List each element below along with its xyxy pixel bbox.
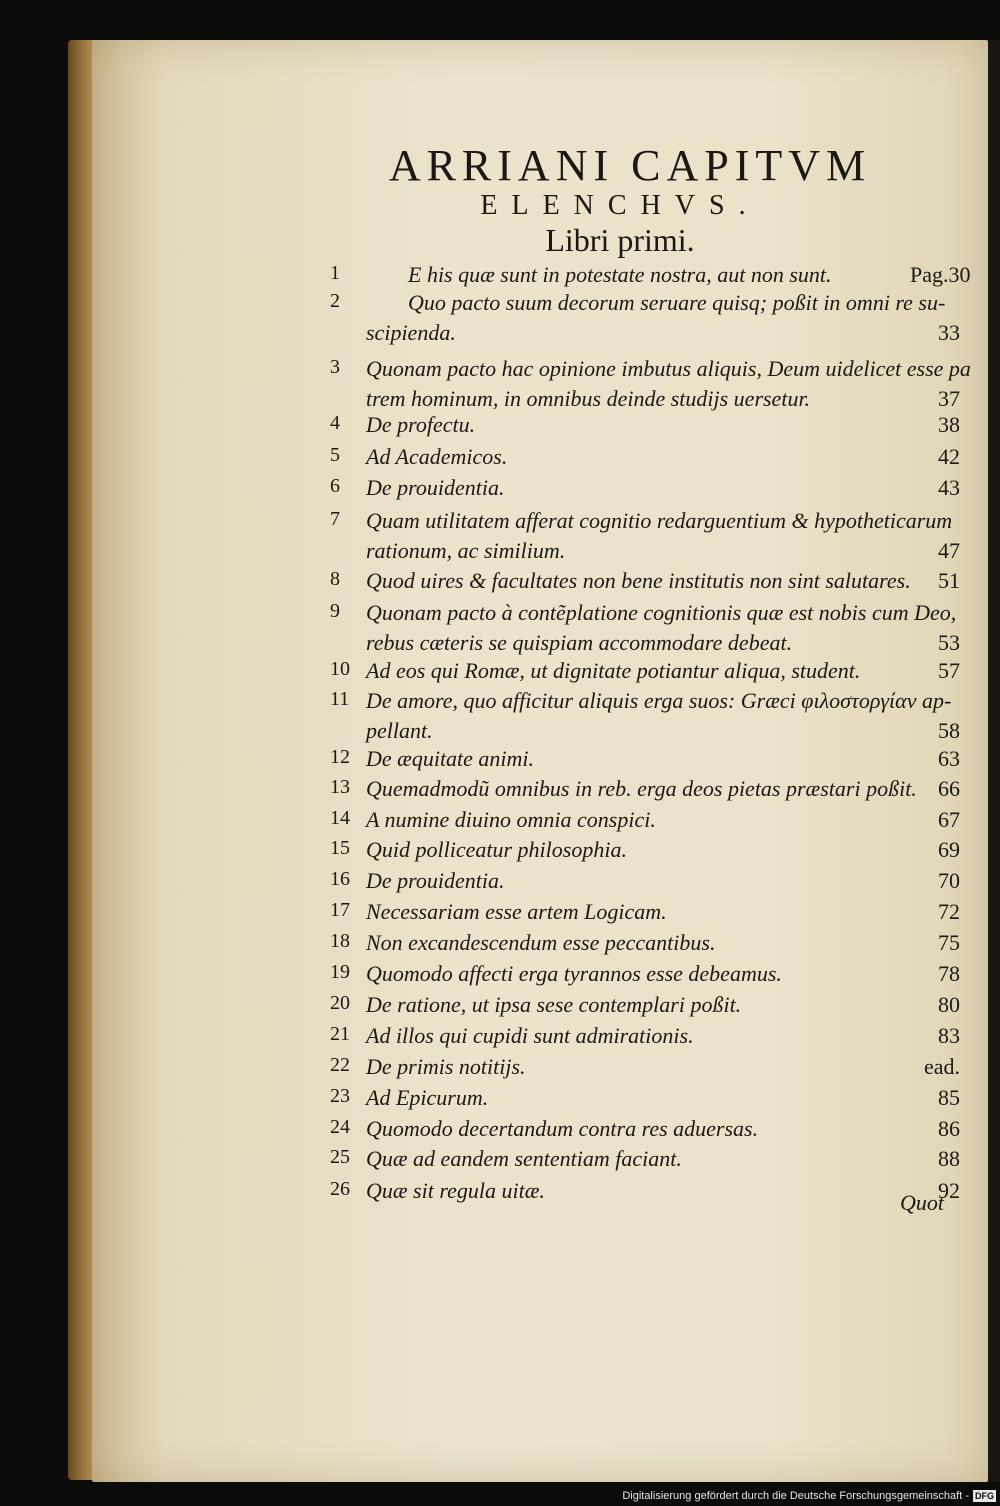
toc-entry xyxy=(330,658,960,688)
entry-title: Quo pacto suum decorum seruare quisq; poßit in omni re su- xyxy=(408,290,946,315)
toc-entry xyxy=(330,961,960,991)
entry-number: 1 xyxy=(330,262,340,284)
entry-page-number: 78 xyxy=(938,961,960,986)
toc-entry xyxy=(330,992,960,1022)
entry-title-continuation: rebus cæteris se quispiam accommodare debeat. xyxy=(366,630,793,655)
entry-page-number: 42 xyxy=(938,444,960,469)
entry-number: 16 xyxy=(330,868,350,890)
toc-entry xyxy=(330,356,971,416)
toc-entry xyxy=(330,262,971,292)
toc-entry xyxy=(330,508,960,568)
entry-title: Quid polliceatur philosophia. xyxy=(366,837,627,862)
entry-title: De primis notitijs. xyxy=(366,1054,526,1079)
entry-number: 12 xyxy=(330,746,350,768)
toc-entry xyxy=(330,568,960,598)
entry-number: 23 xyxy=(330,1085,350,1107)
entry-title: E his quæ sunt in potestate nostra, aut non sunt. xyxy=(408,262,832,287)
entry-title: De prouidentia. xyxy=(366,475,505,500)
entry-title: Ad eos qui Romæ, ut dignitate potiantur aliqua, student. xyxy=(366,658,861,683)
entry-page-number: 63 xyxy=(938,746,960,771)
entry-page-number: Pag.30 xyxy=(910,262,971,287)
entry-page-number: 37 xyxy=(938,386,960,411)
toc-entry xyxy=(330,1085,960,1115)
toc-entry xyxy=(330,290,960,350)
entry-title: Quod uires & facultates non bene institutis non sint salutares. xyxy=(366,568,911,593)
page-subtitle: ELENCHVS. xyxy=(480,190,760,221)
entry-page-number: 83 xyxy=(938,1023,960,1048)
entry-number: 22 xyxy=(330,1054,350,1076)
entry-page-number: 33 xyxy=(938,320,960,345)
toc-entry xyxy=(330,746,960,776)
dfg-logo: DFG xyxy=(975,1491,994,1501)
entry-title: A numine diuino omnia conspici. xyxy=(366,807,656,832)
entry-number: 10 xyxy=(330,658,350,680)
entry-page-number: 88 xyxy=(938,1146,960,1171)
entry-page-number: 51 xyxy=(938,568,960,593)
entry-title: Quemadmodũ omnibus in reb. erga deos pietas præstari poßit. xyxy=(366,776,917,801)
entry-page-number: 58 xyxy=(938,718,960,743)
entry-number: 25 xyxy=(330,1146,350,1168)
entry-number: 19 xyxy=(330,961,350,983)
entry-title-continuation: scipienda. xyxy=(366,320,456,345)
catchword: Quot xyxy=(900,1190,944,1215)
entry-number: 15 xyxy=(330,837,350,859)
toc-entry xyxy=(330,1023,960,1053)
entry-page-number: 69 xyxy=(938,837,960,862)
entry-title: Quæ sit regula uitæ. xyxy=(366,1178,545,1203)
entry-number: 13 xyxy=(330,776,350,798)
page-right-shadow xyxy=(988,40,1000,1482)
entry-page-number: 92 xyxy=(938,1178,960,1203)
footer-text: Digitalisierung gefördert durch die Deutsche Forschungsgemeinschaft - xyxy=(622,1490,969,1502)
entry-title: Quonam pacto à contẽplatione cognitionis quæ est nobis cum Deo, xyxy=(366,600,957,625)
entry-page-number: 75 xyxy=(938,930,960,955)
entry-page-number: 43 xyxy=(938,475,960,500)
toc-entry xyxy=(330,776,960,806)
entry-title: Ad Epicurum. xyxy=(366,1085,489,1110)
entry-number: 7 xyxy=(330,508,340,530)
toc-entry xyxy=(330,475,960,505)
entry-title-continuation: rationum, ac similium. xyxy=(366,538,566,563)
toc-entry xyxy=(330,930,960,960)
entry-number: 20 xyxy=(330,992,350,1014)
entry-page-number: 47 xyxy=(938,538,960,563)
entry-title: Quonam pacto hac opinione imbutus aliquis, Deum uidelicet esse pa xyxy=(366,356,971,381)
entry-page-number: 86 xyxy=(938,1116,960,1141)
entry-page-number: ead. xyxy=(923,1054,960,1079)
entry-title: Quomodo affecti erga tyrannos esse debeamus. xyxy=(366,961,782,986)
entry-title: Ad Academicos. xyxy=(366,444,508,469)
entry-number: 21 xyxy=(330,1023,350,1045)
entry-title-continuation: pellant. xyxy=(366,718,433,743)
entry-number: 3 xyxy=(330,356,340,378)
entry-title-continuation: trem hominum, in omnibus deinde studijs uersetur. xyxy=(366,386,811,411)
entry-number: 8 xyxy=(330,568,340,590)
entry-title: Quæ ad eandem sententiam faciant. xyxy=(366,1146,682,1171)
toc-entry xyxy=(330,868,960,898)
entry-page-number: 66 xyxy=(938,776,960,801)
entry-page-number: 53 xyxy=(938,630,960,655)
entry-number: 9 xyxy=(330,600,340,622)
toc-entry xyxy=(330,444,960,474)
entry-number: 5 xyxy=(330,444,340,466)
entry-page-number: 70 xyxy=(938,868,960,893)
page-title: ARRIANI CAPITVM xyxy=(388,141,872,190)
toc-entry xyxy=(330,1054,960,1084)
entry-title: De profectu. xyxy=(366,412,476,437)
toc-entry xyxy=(330,1116,960,1146)
entry-number: 17 xyxy=(330,899,350,921)
toc-entry xyxy=(330,899,960,929)
entry-page-number: 72 xyxy=(938,899,960,924)
toc-entry xyxy=(330,600,960,660)
entry-number: 24 xyxy=(330,1116,350,1138)
toc-entry xyxy=(330,837,960,867)
entry-title: De prouidentia. xyxy=(366,868,505,893)
entry-title: De amore, quo afficitur aliquis erga suos: Græci φιλοστοργίαν ap- xyxy=(366,688,952,713)
toc-entry xyxy=(330,807,960,837)
entry-title: De æquitate animi. xyxy=(366,746,535,771)
entry-number: 14 xyxy=(330,807,350,829)
entry-title: De ratione, ut ipsa sese contemplari poßit. xyxy=(366,992,742,1017)
entry-title: Non excandescendum esse peccantibus. xyxy=(366,930,716,955)
toc-entry xyxy=(330,412,960,442)
entry-number: 26 xyxy=(330,1178,350,1200)
entry-page-number: 85 xyxy=(938,1085,960,1110)
toc-entry xyxy=(330,1146,960,1176)
entry-number: 6 xyxy=(330,475,340,497)
toc-entry xyxy=(330,1178,960,1208)
entry-number: 2 xyxy=(330,290,340,312)
digitization-footer xyxy=(560,1487,1000,1506)
entry-title: Ad illos qui cupidi sunt admirationis. xyxy=(366,1023,694,1048)
entry-page-number: 57 xyxy=(938,658,960,683)
entry-page-number: 80 xyxy=(938,992,960,1017)
toc-entry xyxy=(330,688,960,748)
entry-title: Necessariam esse artem Logicam. xyxy=(366,899,667,924)
section-heading: Libri primi. xyxy=(545,222,695,258)
entry-number: 11 xyxy=(330,688,350,710)
entry-number: 18 xyxy=(330,930,350,952)
entry-page-number: 67 xyxy=(938,807,960,832)
entry-page-number: 38 xyxy=(938,412,960,437)
entry-title: Quomodo decertandum contra res aduersas. xyxy=(366,1116,759,1141)
entry-title: Quam utilitatem afferat cognitio redarguentium & hypotheticarum xyxy=(366,508,953,533)
entry-number: 4 xyxy=(330,412,340,434)
